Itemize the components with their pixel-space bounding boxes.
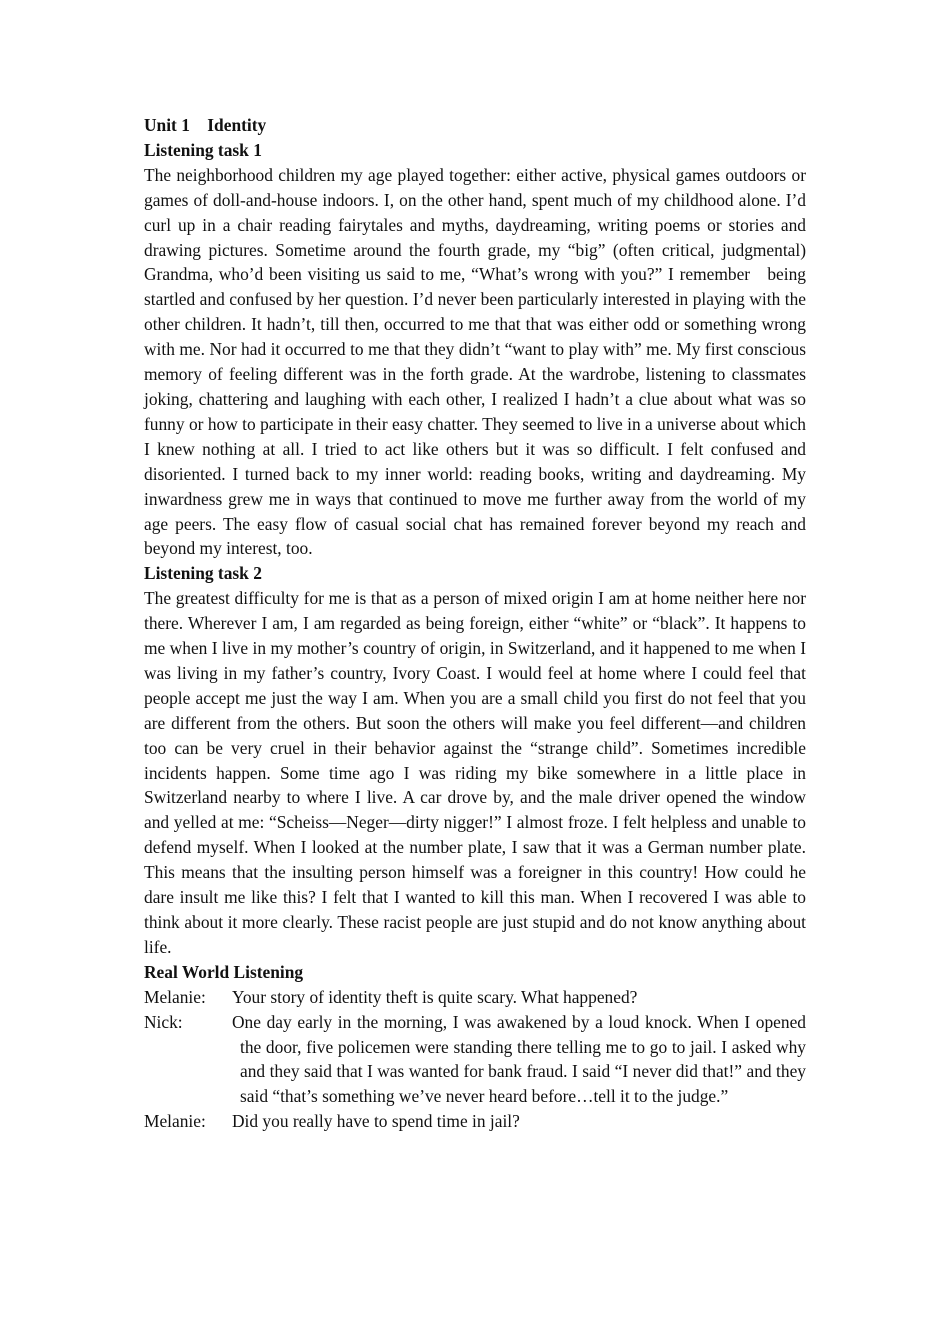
speech-text: Your story of identity theft is quite scary. What happened? [232, 986, 638, 1007]
dialogue [144, 985, 806, 1134]
dialogue-line [144, 985, 806, 1010]
task2-paragraph: The greatest difficulty for me is that as a person of mixed origin I am at home neither here nor there. Wherever I am, I am regarded as being foreign, either “white” or “black”. It happens to me when I live in my mother’s country of origin, in Switzerland, and it happened to me when I was living in my father’s country, Ivory Coast. I would feel at home where I could feel that people accept me just the way I am. When you are a small child you first do not feel that you are different from the others. But soon the others will make you feel different—and children too can be very cruel in their behavior against the “strange child”. Sometimes incredible incidents happen. Some time ago I was riding my bike somewhere in a little place in Switzerland nearby to where I live. A car drove by, and the male driver opened the window and yelled at me: “Scheiss—Neger—dirty nigger!” I almost froze. I felt helpless and unable to defend myself. When I looked at the number plate, I saw that it was a German number plate. This means that the insulting person himself was a foreigner in this country! How could he dare insult me like this? I felt that I wanted to kill this man. When I recovered I was able to think about it more clearly. These racist people are just stupid and do not know anything about life. [144, 588, 806, 957]
task1-paragraph: The neighborhood children my age played together: either active, physical games outdoors or games of doll-and-house indoors. I, on the other hand, spent much of my childhood alone. I’d curl up in a chair reading fairytales and myths, daydreaming, writing poems or stories and drawing pictures. Sometime around the fourth grade, my “big” (often critical, judgmental) Grandma, who’d been visiting us said to me, “What’s wrong with you?” I remember being startled and confused by her question. I’d never been particularly interested in playing with the other children. It hadn’t, till then, occurred to me that that was either odd or something wrong with me. Nor had it occurred to me that they didn’t “want to play with” me. My first conscious memory of feeling different was in the forth grade. At the wardrobe, listening to classmates joking, chattering and laughing with each other, I realized I hadn’t a clue about what was so funny or how to participate in their easy chatter. They seemed to live in a universe about which I knew nothing at all. I tried to act like others but it was so difficult. I felt confused and disoriented. I turned back to my inner world: reading books, writing and daydreaming. My inwardness grew me in ways that continued to move me further away from the world of my age peers. The easy flow of casual social chat has remained forever beyond my reach and beyond my interest, too. [144, 164, 806, 559]
dialogue-line [144, 1010, 806, 1110]
speech-text: One day early in the morning, I was awakened by a loud knock. When I opened the door, five policemen were standing there telling me to go to jail. I asked why and they said that I was wanted for bank fraud. I said “I never did that!” and they said “that’s something we’ve never heard before…tell it to the judge.” [232, 1011, 806, 1107]
real-world-heading: Real World Listening [144, 961, 304, 982]
document-page [144, 113, 806, 1134]
task1-heading: Listening task 1 [144, 139, 262, 160]
speaker-name: Melanie: [144, 986, 206, 1007]
task2-heading: Listening task 2 [144, 563, 262, 584]
speaker-name: Melanie: [144, 1111, 206, 1132]
speaker-name: Nick: [144, 1011, 183, 1032]
unit-title: Unit 1 Identity [144, 115, 267, 135]
dialogue-line [144, 1109, 806, 1134]
speech-text: Did you really have to spend time in jail? [232, 1111, 520, 1132]
